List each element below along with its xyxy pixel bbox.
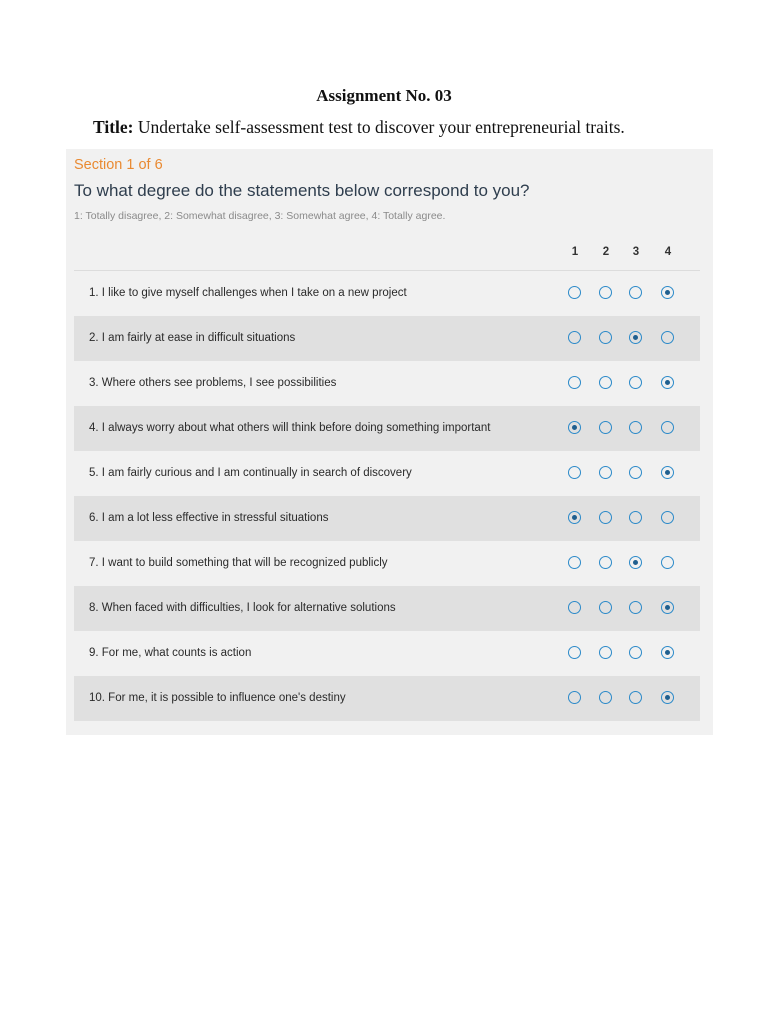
statement-row: [74, 496, 700, 541]
radio-option-3[interactable]: [629, 556, 642, 569]
title-label: Title:: [93, 117, 134, 137]
radio-option-2[interactable]: [599, 466, 612, 479]
statement-row: [74, 316, 700, 361]
statement-text: 4. I always worry about what others will think before doing something important: [89, 422, 491, 434]
radio-option-1[interactable]: [568, 466, 581, 479]
radio-option-4[interactable]: [661, 511, 674, 524]
column-header-4: 4: [664, 246, 672, 258]
radio-option-4[interactable]: [661, 601, 674, 614]
radio-option-2[interactable]: [599, 286, 612, 299]
radio-option-2[interactable]: [599, 331, 612, 344]
radio-option-3[interactable]: [629, 601, 642, 614]
column-header-3: 3: [632, 246, 640, 258]
radio-option-1[interactable]: [568, 331, 581, 344]
statement-row: [74, 451, 700, 496]
radio-option-3[interactable]: [629, 421, 642, 434]
radio-option-4[interactable]: [661, 556, 674, 569]
statement-row: [74, 586, 700, 631]
radio-option-4[interactable]: [661, 421, 674, 434]
radio-option-1[interactable]: [568, 691, 581, 704]
radio-option-3[interactable]: [629, 376, 642, 389]
statement-row: [74, 271, 700, 316]
radio-option-2[interactable]: [599, 421, 612, 434]
radio-option-1[interactable]: [568, 376, 581, 389]
column-header-1: 1: [571, 246, 579, 258]
survey-panel: [66, 149, 713, 735]
statement-text: 10. For me, it is possible to influence one's destiny: [89, 692, 346, 704]
statement-text: 6. I am a lot less effective in stressful situations: [89, 512, 329, 524]
radio-option-4[interactable]: [661, 331, 674, 344]
radio-option-2[interactable]: [599, 691, 612, 704]
assignment-heading: Assignment No. 03: [316, 86, 452, 105]
radio-option-1[interactable]: [568, 421, 581, 434]
statement-row: [74, 406, 700, 451]
radio-option-3[interactable]: [629, 511, 642, 524]
scale-legend: 1: Totally disagree, 2: Somewhat disagree, 3: Somewhat agree, 4: Totally agree.: [74, 210, 446, 222]
statement-text: 8. When faced with difficulties, I look for alternative solutions: [89, 602, 396, 614]
radio-option-3[interactable]: [629, 646, 642, 659]
title-text: Undertake self-assessment test to discover your entrepreneurial traits.: [133, 117, 625, 137]
statement-row: [74, 361, 700, 406]
radio-option-2[interactable]: [599, 556, 612, 569]
radio-option-4[interactable]: [661, 286, 674, 299]
statement-row: [74, 631, 700, 676]
radio-option-4[interactable]: [661, 646, 674, 659]
radio-option-2[interactable]: [599, 511, 612, 524]
statement-list: [74, 271, 700, 721]
radio-option-1[interactable]: [568, 646, 581, 659]
statement-text: 2. I am fairly at ease in difficult situations: [89, 332, 296, 344]
radio-option-1[interactable]: [568, 286, 581, 299]
radio-option-1[interactable]: [568, 601, 581, 614]
radio-option-4[interactable]: [661, 466, 674, 479]
question-heading: To what degree do the statements below correspond to you?: [74, 181, 530, 200]
statement-row: [74, 676, 700, 721]
radio-option-3[interactable]: [629, 286, 642, 299]
statement-text: 3. Where others see problems, I see possibilities: [89, 377, 337, 389]
radio-option-3[interactable]: [629, 691, 642, 704]
radio-option-2[interactable]: [599, 646, 612, 659]
statement-row: [74, 541, 700, 586]
radio-option-4[interactable]: [661, 691, 674, 704]
radio-option-1[interactable]: [568, 511, 581, 524]
statement-text: 7. I want to build something that will be recognized publicly: [89, 557, 388, 569]
radio-option-3[interactable]: [629, 331, 642, 344]
radio-option-2[interactable]: [599, 376, 612, 389]
assignment-title: [93, 117, 625, 138]
radio-option-1[interactable]: [568, 556, 581, 569]
statement-text: 9. For me, what counts is action: [89, 647, 252, 659]
radio-option-2[interactable]: [599, 601, 612, 614]
radio-option-4[interactable]: [661, 376, 674, 389]
statement-text: 5. I am fairly curious and I am continually in search of discovery: [89, 467, 412, 479]
radio-option-3[interactable]: [629, 466, 642, 479]
statement-text: 1. I like to give myself challenges when I take on a new project: [89, 287, 407, 299]
column-header-2: 2: [602, 246, 610, 258]
section-indicator: Section 1 of 6: [74, 157, 163, 173]
